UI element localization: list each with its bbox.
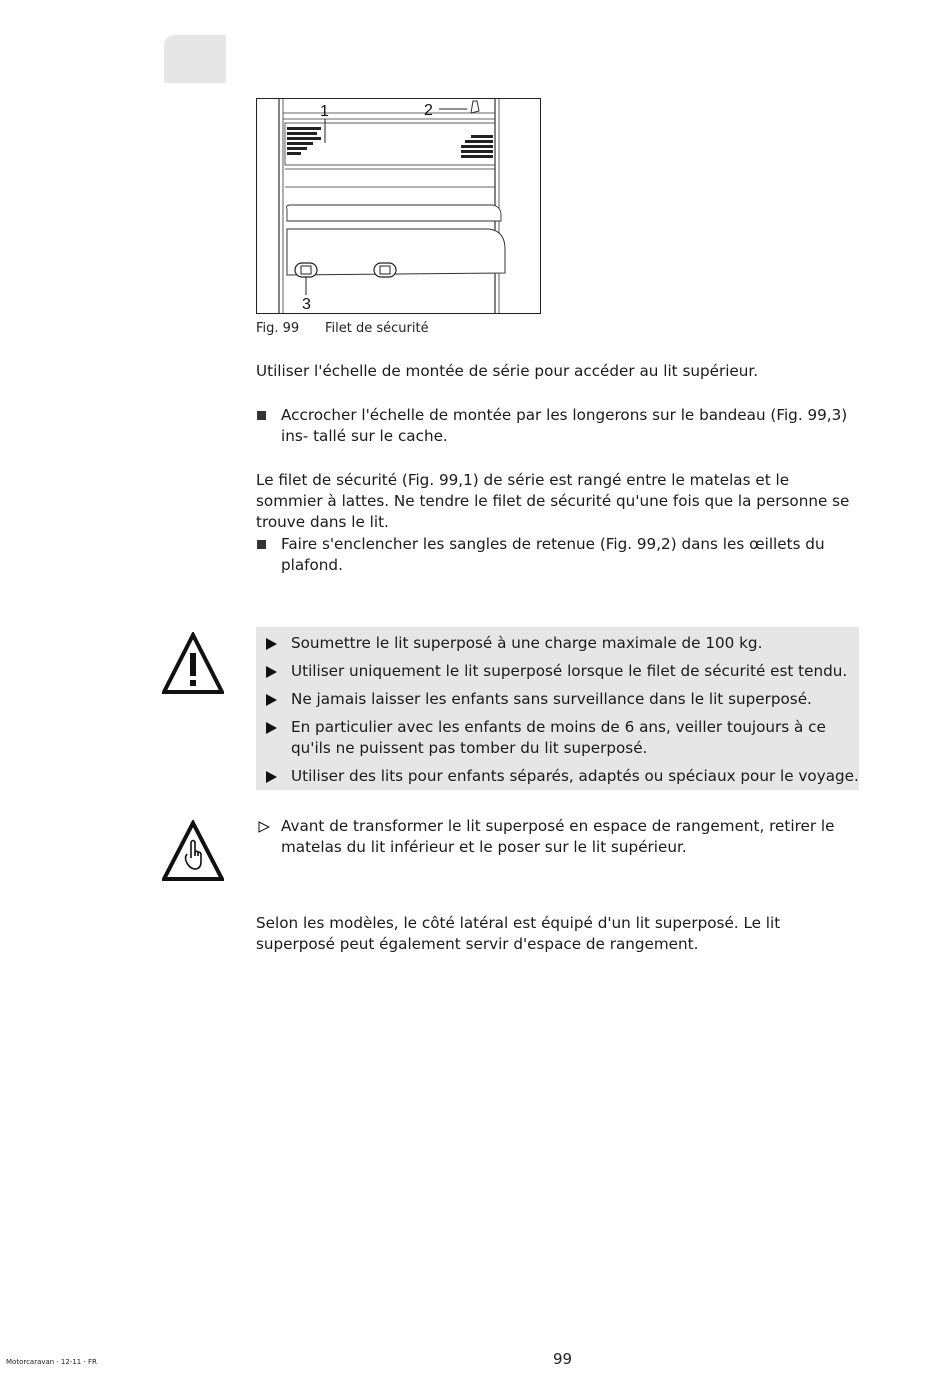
arrow-bullet-icon [266,694,277,706]
pointing-hand-icon [162,820,224,882]
warning-item: Utiliser uniquement le lit superposé lorsque le filet de sécurité est tendu. [256,661,859,682]
intro-paragraph: Utiliser l'échelle de montée de série pour accéder au lit supérieur. [256,362,759,380]
figure-bunk-bed [256,98,541,314]
warning-box [256,627,859,790]
storage-paragraph: Selon les modèles, le côté latéral est équipé d'un lit superposé. Le lit superposé peut également servir d'espace de rangement. [256,914,781,953]
square-bullet-icon [257,411,266,420]
warning-triangle-icon [162,632,224,695]
bunk-bed-illustration [257,99,540,313]
tip-note [256,816,860,858]
chapter-tab [164,35,226,83]
warning-item: Soumettre le lit superposé à une charge maximale de 100 kg. [256,633,859,654]
callout-2: 2 [424,102,433,119]
outline-arrow-icon [258,821,270,833]
net-info-paragraph: Le filet de sécurité (Fig. 99,1) de série est rangé entre le matelas et le sommier à lattes. Ne tendre le filet de sécurité qu'une fois que la personne se trouve dans le lit. [256,471,850,531]
square-bullet-icon [257,540,266,549]
tip-text: Avant de transformer le lit superposé en espace de rangement, retirer le matelas du lit inférieur et le poser sur le lit supérieur. [281,817,835,856]
arrow-bullet-icon [266,638,277,650]
callout-3: 3 [302,296,311,313]
arrow-bullet-icon [266,666,277,678]
footer-document-id: Motorcaravan · 12-11 · FR [6,1358,97,1366]
callout-1: 1 [320,103,329,120]
caption-number: Fig. 99 [256,321,300,336]
warning-list [256,627,859,787]
warning-item: Utiliser des lits pour enfants séparés, adaptés ou spéciaux pour le voyage. [256,766,859,787]
step-hook-ladder [256,405,860,447]
warning-item: En particulier avec les enfants de moins de 6 ans, veiller toujours à ce qu'ils ne puissent pas tomber du lit superposé. [256,717,859,759]
step-text: Accrocher l'échelle de montée par les longerons sur le bandeau (Fig. 99,3) ins- tallé sur le cache. [281,406,848,445]
step-engage-straps [256,534,860,576]
arrow-bullet-icon [266,771,277,783]
step-text: Faire s'enclencher les sangles de retenue (Fig. 99,2) dans les œillets du plafond. [281,535,825,574]
arrow-bullet-icon [266,722,277,734]
figure-caption [256,321,429,336]
page-number: 99 [553,1350,573,1368]
caption-title: Filet de sécurité [325,321,429,336]
warning-item: Ne jamais laisser les enfants sans surveillance dans le lit superposé. [256,689,859,710]
